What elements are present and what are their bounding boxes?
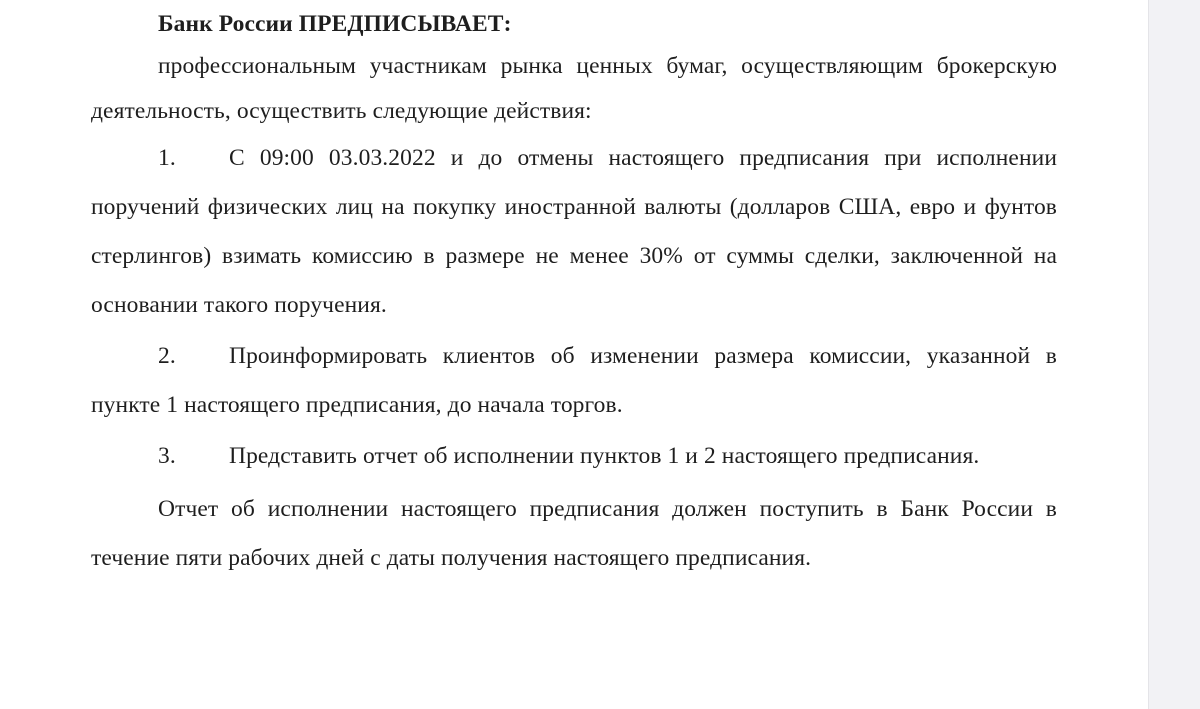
- intro-paragraph: профессиональным участникам рынка ценных бумаг, осуществляющим брокерскую деятельность, осуществить следующие действия:: [91, 53, 1057, 124]
- list-item-2: [91, 332, 1057, 430]
- list-item-number: 3.: [158, 443, 176, 469]
- list-item-3: [91, 432, 1057, 481]
- list-item-text: С 09:00 03.03.2022 и до отмены настоящего предписания при исполнении поручений физических лиц на покупку иностранной валюты (долларов США, евро и фунтов стерлингов) взимать комиссию в размере не менее 30% от суммы сделки, заключенной на основании такого поручения.: [91, 145, 1057, 318]
- list-item-text: Проинформировать клиентов об изменении размера комиссии, указанной в пункте 1 настоящего предписания, до начала торгов.: [91, 343, 1057, 418]
- document-heading: Банк России ПРЕДПИСЫВАЕТ:: [158, 11, 512, 37]
- scroll-gutter: [1149, 0, 1200, 709]
- list-item-1: [91, 134, 1057, 330]
- document-body: [91, 4, 1057, 583]
- list-item-text: Представить отчет об исполнении пунктов 1 и 2 настоящего предписания.: [229, 443, 980, 469]
- list-item-number: 2.: [158, 343, 176, 369]
- closing-paragraph: Отчет об исполнении настоящего предписания должен поступить в Банк России в течение пяти рабочих дней с даты получения настоящего предписания.: [91, 496, 1057, 571]
- list-item-number: 1.: [158, 145, 176, 171]
